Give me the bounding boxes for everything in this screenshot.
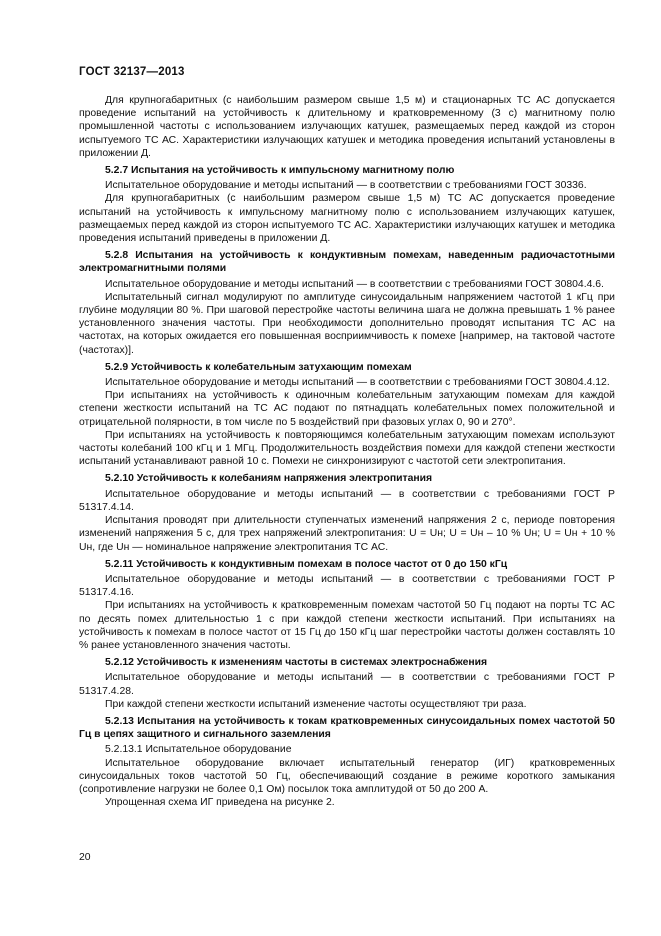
section-heading-5-2-8: 5.2.8 Испытания на устойчивость к кондуктивным помехам, наведенным радиочастотными электромагнитными полями xyxy=(79,250,615,275)
section-heading-5-2-12: 5.2.12 Устойчивость к изменениям частоты в системах электроснабжения xyxy=(105,657,488,669)
document-header: ГОСТ 32137—2013 xyxy=(79,66,185,78)
paragraph: При испытаниях на устойчивость к кратковременным помехам частотой 50 Гц подают на порты ТС АС по десять помех длительностью 1 с при каждой степени жесткости испытаний. При испытаниях на устойчивость к помехам в полосе частот от 15 Гц до 150 кГц шаг перестройки частоты должен составлять 10 % ранее установленного значения частоты. xyxy=(79,600,615,651)
paragraph: При испытаниях на устойчивость к повторяющимся колебательным затухающим помехам используют частоты колебаний 100 кГц и 1 МГц. Продолжительность воздействия помехи для каждой степени жесткости испытаний устанавливают равной 10 с. Помехи не синхронизируют с частотой сети электропитания. xyxy=(79,429,615,468)
paragraph: Испытательное оборудование и методы испытаний — в соответствии с требованиями ГОСТ Р 51317.4.28. xyxy=(79,672,615,697)
paragraph: Упрощенная схема ИГ приведена на рисунке 2. xyxy=(105,797,335,809)
paragraph: Испытательный сигнал модулируют по амплитуде синусоидальным напряжением частотой 1 кГц при глубине модуляции 80 %. При шаговой перестройке частоты величина шага не должна превышать 1 % ранее установленного значения частоты. При необходимости дополнительно проводят испытания ТС АС на частотах, на которых ожидается его повышенная восприимчивость к помехе [например, на тактовой частоте (частотах)]. xyxy=(79,291,615,356)
paragraph: Для крупногабаритных (с наибольшим размером свыше 1,5 м) и стационарных ТС АС допускается проведение испытаний на устойчивость к длительному и кратковременному (3 с) магнитному полю промышленной частоты с использованием излучающих катушек, размещаемых перед каждой из сторон испытуемого ТС АС. Характеристики излучающих катушек и методика проведения испытаний установлены в приложении Д. xyxy=(79,95,615,159)
paragraph: Испытательное оборудование и методы испытаний — в соответствии с требованиями ГОСТ 30336. xyxy=(105,180,587,192)
section-heading-5-2-9: 5.2.9 Устойчивость к колебательным затухающим помехам xyxy=(105,361,412,373)
section-heading-5-2-7: 5.2.7 Испытания на устойчивость к импульсному магнитному полю xyxy=(105,165,455,177)
paragraph: При испытаниях на устойчивость к одиночным колебательным затухающим помехам для каждой степени жесткости испытаний на ТС АС подают по пятнадцать колебательных помех положительной и отрицательной полярности, в том числе по 5 воздействий при фазовых углах 0, 90 и 270°. xyxy=(79,390,615,428)
page-number: 20 xyxy=(79,852,91,863)
document-body xyxy=(79,94,615,809)
paragraph: Испытательное оборудование и методы испытаний — в соответствии с требованиями ГОСТ Р 51317.4.14. xyxy=(79,488,615,513)
section-heading-5-2-13: 5.2.13 Испытания на устойчивость к токам кратковременных синусоидальных помех частотой 50 Гц в цепях защитного и сигнального заземления xyxy=(79,715,615,741)
paragraph: Испытательное оборудование и методы испытаний — в соответствии с требованиями ГОСТ 30804.4.12. xyxy=(105,377,610,389)
section-heading-5-2-10: 5.2.10 Устойчивость к колебаниям напряжения электропитания xyxy=(105,473,433,485)
paragraph: Испытательное оборудование включает испытательный генератор (ИГ) кратковременных синусоидальных токов частотой 50 Гц, обеспечивающий создание в режиме короткого замыкания (сопротивление нагрузки не более 0,1 Ом) посылок тока амплитудой от 50 до 200 А. xyxy=(79,757,615,795)
paragraph: Испытательное оборудование и методы испытаний — в соответствии с требованиями ГОСТ 30804.4.6. xyxy=(105,278,604,290)
subsection-heading-5-2-13-1: 5.2.13.1 Испытательное оборудование xyxy=(105,744,292,756)
paragraph: Испытательное оборудование и методы испытаний — в соответствии с требованиями ГОСТ Р 51317.4.16. xyxy=(79,573,615,599)
section-heading-5-2-11: 5.2.11 Устойчивость к кондуктивным помехам в полосе частот от 0 до 150 кГц xyxy=(105,558,508,570)
paragraph: При каждой степени жесткости испытаний изменение частоты осуществляют три раза. xyxy=(105,698,527,710)
paragraph: Для крупногабаритных (с наибольшим размером свыше 1,5 м) ТС АС допускается проведение испытаний на устойчивость к импульсному магнитному полю с использованием излучающих катушек, размещаемых перед каждой из сторон испытуемого ТС АС. Характеристики излучающих катушек и методика проведения испытаний приведены в приложении Д. xyxy=(79,193,615,245)
paragraph: Испытания проводят при длительности ступенчатых изменений напряжения 2 с, периоде повторения изменений напряжения 5 с, для трех напряжений электропитания: U = Uн; U = Uн – 10 % Uн; U = Uн + 10 % Uн, где Uн — номинальное напряжение электропитания ТС АС. xyxy=(79,515,615,553)
